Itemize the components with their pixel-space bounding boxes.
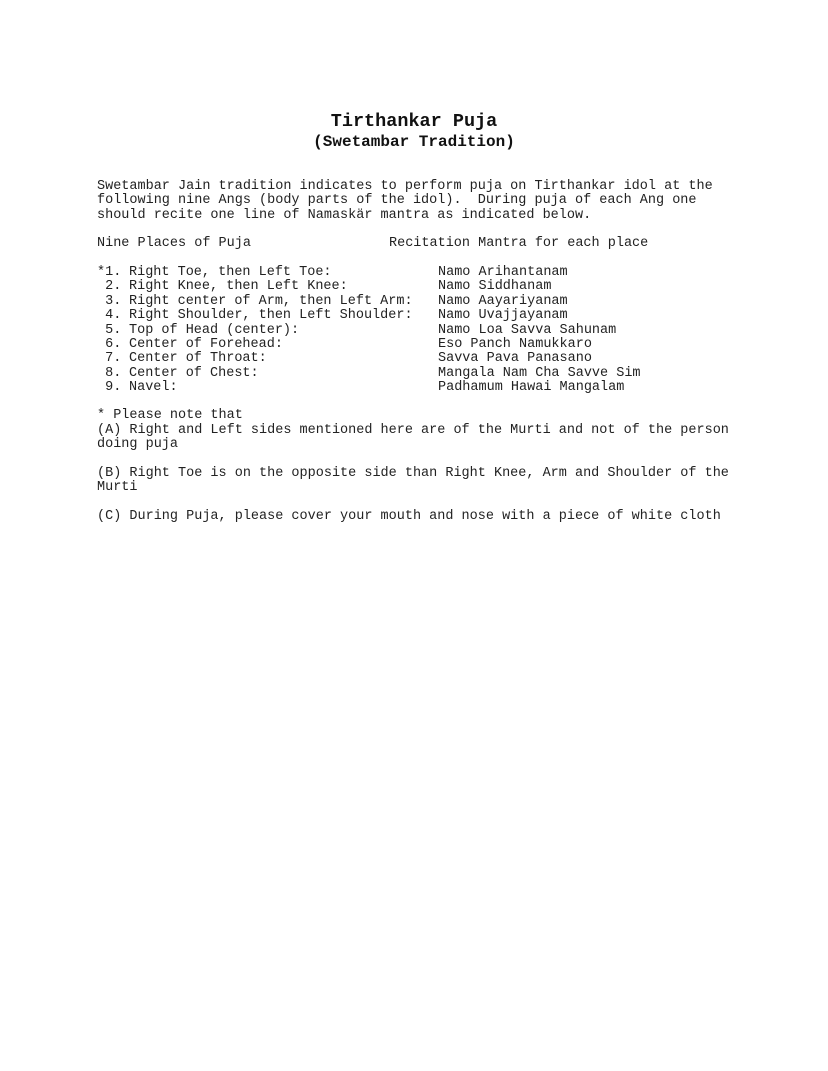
place-name: Right center of Arm, then Left Arm:	[129, 293, 413, 309]
note-b-line-2: Murti	[97, 480, 138, 496]
note-a-line-1: (A) Right and Left sides mentioned here are of the Murti and not of the person	[97, 423, 729, 438]
mantra-text: Padhamum Hawai Mangalam	[438, 380, 625, 396]
place-name: Top of Head (center):	[129, 322, 300, 338]
place-name: Right Shoulder, then Left Shoulder:	[129, 308, 413, 324]
note-a-line-2: doing puja	[97, 437, 179, 453]
row-number: 7.	[97, 351, 122, 367]
row-number: 8.	[97, 365, 122, 381]
mantra-text: Namo Siddhanam	[438, 279, 552, 295]
place-name: Center of Throat:	[129, 351, 267, 367]
mantra-text: Savva Pava Panasano	[438, 351, 592, 367]
row-number: 5.	[97, 322, 122, 338]
intro-line-2: following nine Angs (body parts of the idol). During puja of each Ang one	[97, 193, 697, 209]
intro-line-1: Swetambar Jain tradition indicates to perform puja on Tirthankar idol at the	[97, 179, 713, 194]
page-subtitle: (Swetambar Tradition)	[313, 133, 515, 151]
mantra-text: Namo Uvajjayanam	[438, 308, 568, 324]
place-name: Right Knee, then Left Knee:	[129, 279, 348, 295]
note-c: (C) During Puja, please cover your mouth and nose with a piece of white cloth	[97, 509, 721, 524]
row-number: 2.	[97, 279, 122, 295]
place-name: Navel:	[129, 380, 178, 396]
mantra-text: Eso Panch Namukkaro	[438, 337, 592, 352]
mantra-text: Mangala Nam Cha Savve Sim	[438, 365, 641, 381]
note-b-line-1: (B) Right Toe is on the opposite side than Right Knee, Arm and Shoulder of the	[97, 466, 729, 481]
row-number: 3.	[97, 293, 122, 309]
note-heading: * Please note that	[97, 408, 243, 423]
mantra-text: Namo Loa Savva Sahunam	[438, 322, 617, 338]
place-name: Right Toe, then Left Toe:	[129, 265, 332, 280]
row-number: 9.	[97, 380, 122, 396]
row-number: 4.	[97, 308, 122, 324]
mantra-text: Namo Arihantanam	[438, 265, 568, 280]
page-title: Tirthankar Puja	[330, 111, 498, 132]
row-number: 6.	[97, 337, 122, 352]
table-header-places: Nine Places of Puja	[97, 236, 251, 251]
mantra-text: Namo Aayariyanam	[438, 293, 568, 309]
intro-line-3: should recite one line of Namaskär mantra as indicated below.	[97, 207, 592, 223]
row-number: *1.	[97, 265, 122, 280]
place-name: Center of Chest:	[129, 365, 259, 381]
table-header-mantra: Recitation Mantra for each place	[389, 236, 649, 251]
place-name: Center of Forehead:	[129, 337, 283, 352]
